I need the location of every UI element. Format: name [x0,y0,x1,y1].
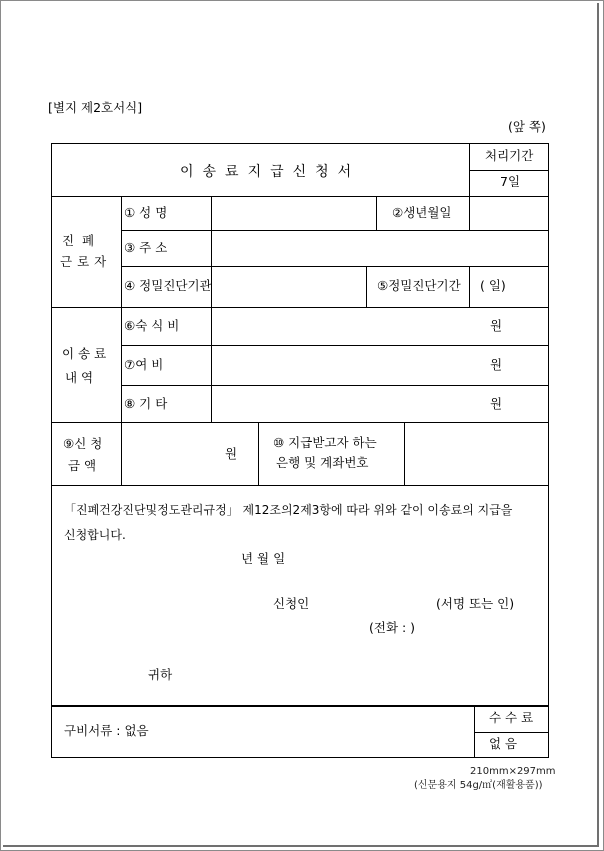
address-label: ③ 주 소 [124,240,168,255]
fee-row-label: ⑥숙 식 비 [124,318,180,333]
paper-size: 210mm×297mm [470,766,556,777]
name-label: ① 성 명 [124,205,168,220]
form-title: 이송료지급신청서 [180,164,361,180]
request-amount-label-line1: ⑨신 청 [63,436,103,451]
form-table-border [51,143,549,706]
fee-row-label: ⑦여 비 [124,357,164,372]
applicant-label: 신청인 [273,596,310,611]
fee-row-unit: 원 [490,396,503,411]
fee-row-label: ⑧ 기 타 [124,396,168,411]
fee-label: 수 수 료 [489,710,534,725]
page-side-label: (앞 쪽) [508,119,546,134]
request-amount-label-line2: 금 액 [68,458,97,473]
fee-row-unit: 원 [490,357,503,372]
fee-row-unit: 원 [490,318,503,333]
fee-section-header-line2: 내 역 [65,370,94,385]
request-amount-unit: 원 [225,446,238,461]
phone-label: (전화 : ) [369,620,416,635]
required-documents: 구비서류 : 없음 [64,723,149,738]
diagnosis-period-value: ( 일) [480,278,506,293]
worker-section-header-line2: 근로자 [60,254,112,269]
worker-section-header-line1: 진 폐 [62,233,97,248]
birth-date-label: ②생년월일 [392,205,452,220]
processing-period-value: 7일 [500,174,521,189]
statement-line1: 「진폐건강진단및정도관리규정」 제12조의2제3항에 따라 위와 같이 이송료의 지급을 [64,503,513,517]
paper-note: (신문용지 54g/㎡(재활용품)) [414,780,543,791]
fee-value: 없 음 [489,736,518,751]
statement-line2: 신청합니다. [64,528,126,542]
bank-account-label-line2: 은행 및 계좌번호 [276,455,369,470]
fee-section-header-line1: 이송료 [62,346,111,361]
institution-label: ④ 정밀진단기관 [124,278,212,293]
bank-account-label-line1: ⑩ 지급받고자 하는 [273,435,377,450]
form-label: [별지 제2호서식] [48,100,143,115]
signature-label: (서명 또는 인) [436,596,515,611]
application-date: 년 월 일 [241,551,286,566]
recipient-label: 귀하 [148,667,173,682]
diagnosis-period-label: ⑤정밀진단기간 [377,278,461,293]
processing-period-label: 처리기간 [485,148,534,163]
